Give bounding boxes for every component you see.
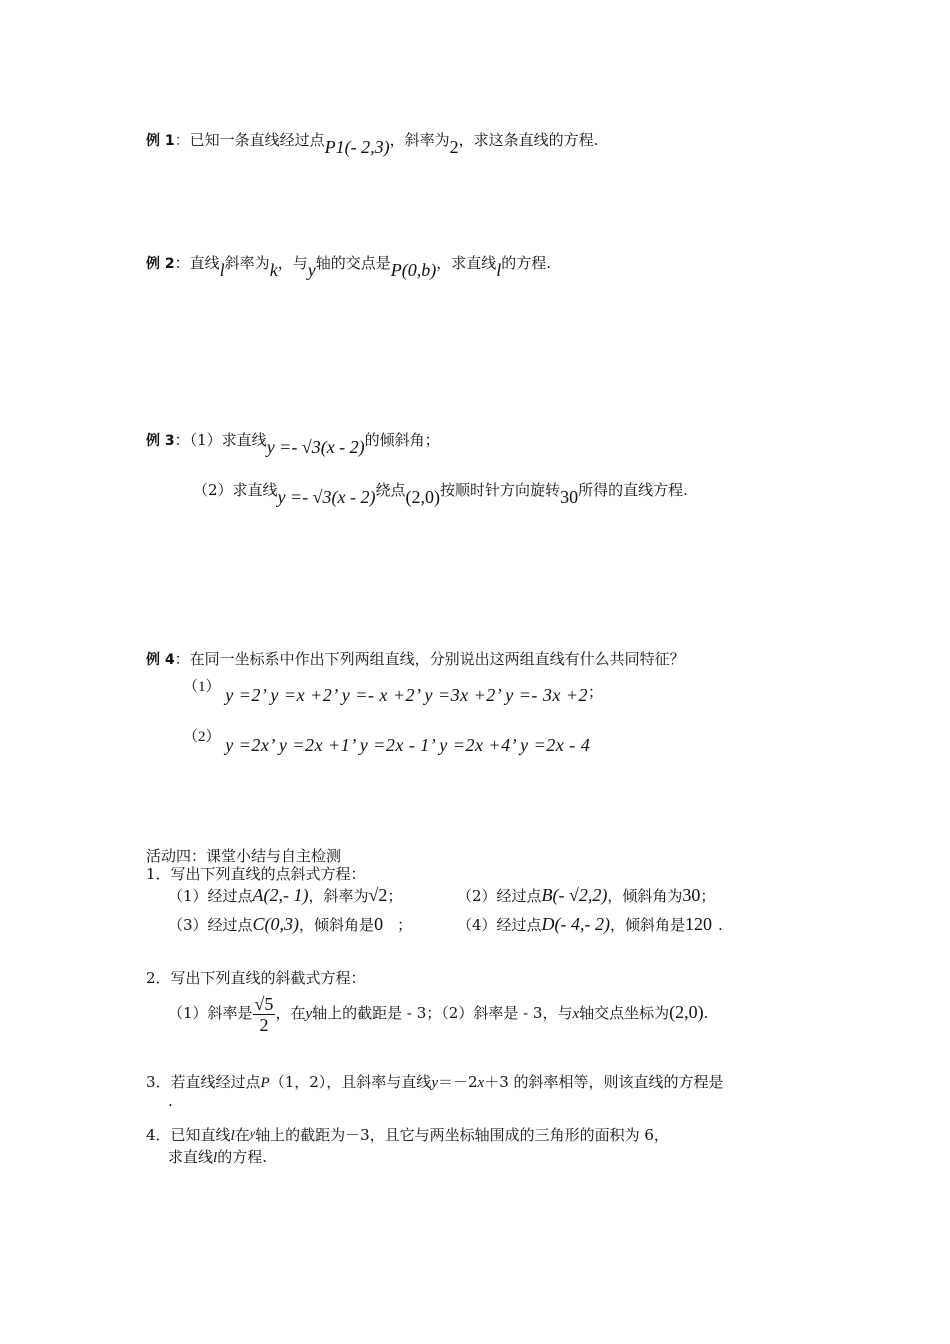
example-1-text: ，斜率为 [389, 131, 450, 149]
example-2-text: ，求直线 [436, 254, 497, 272]
question-1-row-2 [457, 884, 715, 907]
q2-text: ，在 [275, 1004, 306, 1022]
fraction-numerator: √5 [254, 993, 274, 1014]
colon: ： [174, 650, 190, 668]
example-1 [146, 128, 599, 157]
q1-text: ； [700, 887, 716, 905]
line-equation: y =- √3(x - 2) [277, 487, 376, 507]
symbol-k: k [269, 260, 278, 280]
example-2-text: 直线 [189, 254, 220, 272]
q1-text: （1）经过点 [168, 887, 253, 905]
q2-text: . [703, 1004, 709, 1022]
point-2-0: (2,0) [405, 487, 441, 507]
activity-title: 活动四：课堂小结与自主检测 [146, 847, 342, 865]
fraction-denominator: 2 [259, 1014, 269, 1035]
symbol-l: l [230, 1128, 235, 1144]
question-1-row-1 [168, 884, 402, 907]
symbol-y: y [305, 1006, 313, 1022]
example-3-text: 所得的直线方程. [578, 481, 688, 499]
slope-sqrt2: √2 [368, 885, 388, 905]
example-2 [146, 251, 552, 280]
example-3-part-1 [146, 428, 440, 457]
point-b: B(- √2,2) [541, 885, 608, 905]
group-label: （1） [183, 679, 221, 695]
q4-text: 4．已知直线 [146, 1126, 231, 1144]
point-p1: P1(- 2,3) [324, 137, 390, 157]
symbol-l: l [219, 260, 225, 280]
example-3-part-2 [193, 478, 688, 507]
example-4-text: 在同一坐标系中作出下列两组直线，分别说出这两组直线有什么共同特征？ [189, 650, 685, 668]
q1-text: （4）经过点 [457, 916, 542, 934]
q3-text: ＝－2 [437, 1073, 478, 1091]
point-d: D(- 4,- 2) [541, 914, 611, 934]
symbol-x: x [477, 1075, 485, 1091]
angle-120: 120 [685, 914, 713, 934]
symbol-y: y [431, 1075, 438, 1091]
example-1-label: 例 1 [146, 133, 175, 149]
example-3-label: 例 3 [146, 433, 175, 449]
point-a: A(2,- 1) [252, 885, 309, 905]
q1-text: . [718, 916, 723, 934]
symbol-y: y [249, 1126, 256, 1140]
example-2-text: 的方程. [501, 254, 552, 272]
q1-text: ，倾斜角为 [607, 887, 683, 905]
example-4-group-2 [183, 728, 591, 755]
example-4-label: 例 4 [146, 652, 175, 668]
q1-text: （2）经过点 [457, 887, 542, 905]
q3-text: （1，2），且斜率与直线 [269, 1073, 432, 1091]
symbol-x: x [572, 1006, 580, 1022]
question-1: 1．写出下列直线的点斜式方程： [146, 865, 366, 883]
q1-text: ，斜率为 [308, 887, 369, 905]
q4-text: 的方程. [217, 1148, 267, 1166]
example-4-group-1 [183, 678, 604, 705]
example-1-text: ，求这条直线的方程. [458, 131, 599, 149]
angle-30: 30 [682, 885, 701, 905]
point-c: C(0,3) [252, 914, 300, 934]
point-p: P(0,b) [390, 260, 437, 280]
example-2-label: 例 2 [146, 256, 175, 272]
example-3-text: 的倾斜角； [364, 431, 440, 449]
line-equation: y =- √3(x - 2) [266, 437, 365, 457]
question-3-end: . [168, 1092, 173, 1110]
group-label: （2） [183, 729, 221, 745]
q2-text: （1）斜率是 [168, 1004, 253, 1022]
q3-text: 3．若直线经过点 [146, 1073, 261, 1091]
example-2-text: 轴的交点是 [315, 254, 391, 272]
q4-text: 在 [234, 1126, 250, 1144]
question-2-row [168, 990, 708, 1036]
q1-text: ； [397, 916, 413, 934]
q4-text: 轴上的截距为－3，且它与两坐标轴围成的三角形的面积为 6， [255, 1126, 669, 1144]
point-2-0: (2,0) [669, 1002, 704, 1022]
symbol-y: y [307, 260, 316, 280]
example-4 [146, 648, 685, 671]
q2-text: 轴交点坐标为 [579, 1004, 670, 1022]
colon: ： [174, 254, 190, 272]
q1-text: ，倾斜角是 [610, 916, 686, 934]
symbol-l: l [213, 1150, 218, 1166]
example-2-text: ，与 [277, 254, 308, 272]
symbol-l: l [496, 260, 502, 280]
angle-0: 0 [374, 914, 384, 934]
semicolon: ； [588, 683, 604, 701]
q3-text: ＋3 的斜率相等，则该直线的方程是 [484, 1073, 724, 1091]
angle-value: 30 [560, 487, 579, 507]
example-3-text: 按顺时针方向旋转 [440, 481, 561, 499]
colon: ： [174, 431, 190, 449]
example-1-text: 已知一条直线经过点 [189, 131, 325, 149]
example-3-text: 绕点 [375, 481, 406, 499]
q1-text: ； [387, 887, 403, 905]
equation-group-1: y =2’ y =x +2’ y =- x +2’ y =3x +2’ y =- 3x +2 [225, 685, 589, 705]
equation-group-2: y =2x’ y =2x +1’ y =2x - 1’ y =2x +4’ y =2x - 4 [225, 735, 591, 755]
example-2-text: 斜率为 [224, 254, 270, 272]
q2-text: 轴上的截距是 - 3；（2）斜率是 - 3，与 [312, 1004, 573, 1022]
question-2: 2．写出下列直线的斜截式方程： [146, 969, 366, 987]
symbol-p: P [260, 1075, 270, 1091]
fraction-sqrt5-over-2 [253, 994, 276, 1035]
example-3-text: （2）求直线 [193, 481, 278, 499]
slope-value: 2 [449, 137, 459, 157]
question-1-row-4 [457, 913, 723, 936]
question-4-row-2 [168, 1146, 267, 1169]
question-4 [146, 1124, 669, 1147]
q1-text: ，倾斜角是 [299, 916, 375, 934]
question-3 [146, 1071, 724, 1094]
example-3-text: （1）求直线 [189, 431, 267, 449]
question-1-row-3 [168, 913, 412, 936]
q4-text: 求直线 [168, 1148, 214, 1166]
colon: ： [174, 131, 190, 149]
q1-text: （3）经过点 [168, 916, 253, 934]
